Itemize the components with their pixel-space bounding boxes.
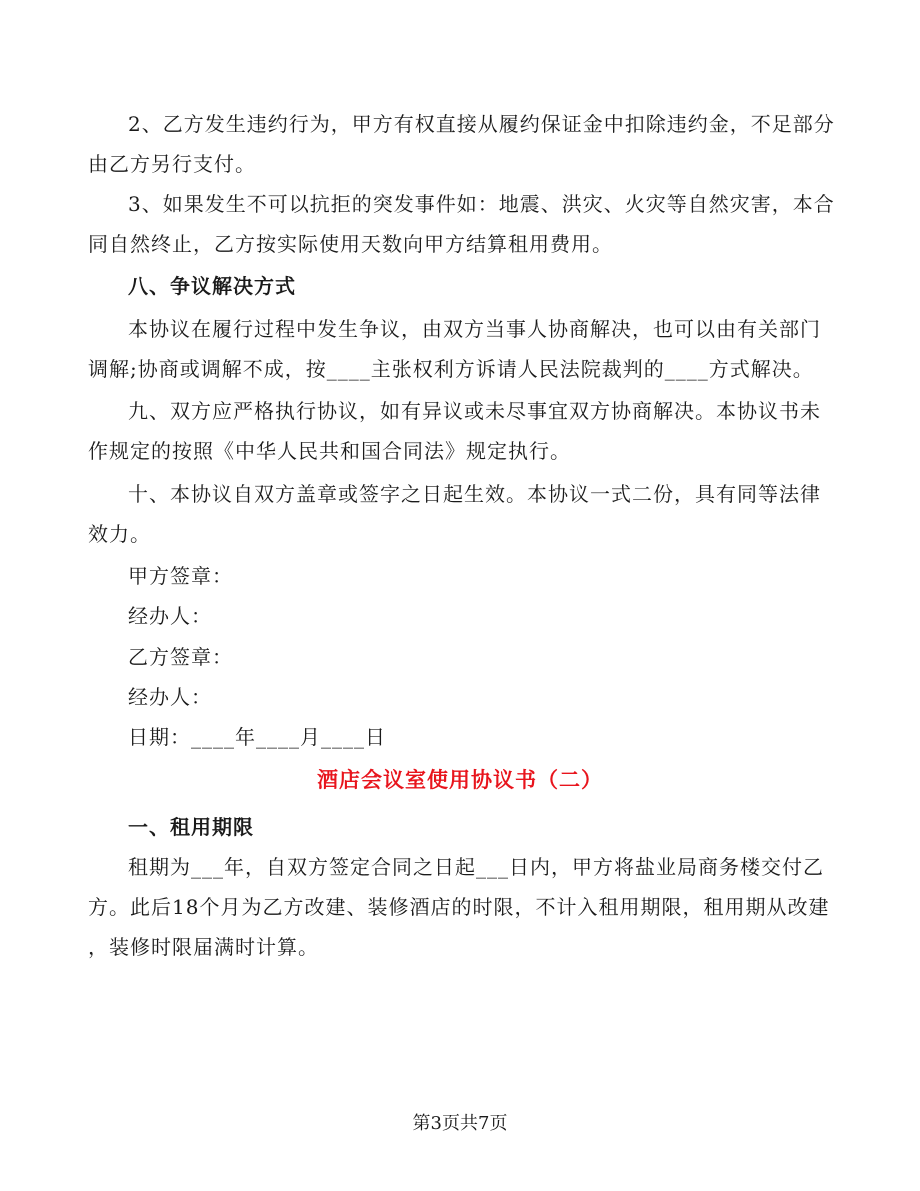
document-title: 酒店会议室使用协议书（二） <box>317 767 603 792</box>
party-a-seal-label: 甲方签章： <box>128 564 233 588</box>
clause-9-line-1: 九、双方应严格执行协议，如有异议或未尽事宜双方协商解决。本协议书未 <box>128 399 821 423</box>
clause-10-line-2: 效力。 <box>88 522 151 546</box>
clause-10-line-1: 十、本协议自双方盖章或签字之日起生效。本协议一式二份，具有同等法律 <box>128 482 821 506</box>
lease-term-line-2: 方。此后18个月为乙方改建、装修酒店的时限，不计入租用期限，租用期从改建 <box>88 895 830 919</box>
heading-dispute-resolution: 八、争议解决方式 <box>128 274 296 298</box>
clause-3-line-2: 同自然终止，乙方按实际使用天数向甲方结算租用费用。 <box>88 232 613 256</box>
lease-term-line-1: 租期为___年，自双方签定合同之日起___日内，甲方将盐业局商务楼交付乙 <box>128 855 824 879</box>
party-b-agent-label: 经办人： <box>128 685 212 709</box>
clause-2-line-1: 2、乙方发生违约行为，甲方有权直接从履约保证金中扣除违约金，不足部分 <box>128 112 835 136</box>
clause-2-line-2: 由乙方另行支付。 <box>88 152 256 176</box>
party-a-agent-label: 经办人： <box>128 604 212 628</box>
lease-term-line-3: ，装修时限届满时计算。 <box>88 935 319 959</box>
page-number: 第3页共7页 <box>412 1113 508 1134</box>
clause-9-line-2: 作规定的按照《中华人民共和国合同法》规定执行。 <box>88 439 571 463</box>
clause-3-line-1: 3、如果发生不可以抗拒的突发事件如：地震、洪灾、火灾等自然灾害，本合 <box>128 192 835 216</box>
dispute-line-2: 调解;协商或调解不成，按____主张权利方诉请人民法院裁判的____方式解决。 <box>88 357 814 381</box>
dispute-line-1: 本协议在履行过程中发生争议，由双方当事人协商解决，也可以由有关部门 <box>128 317 821 341</box>
party-b-seal-label: 乙方签章： <box>128 645 233 669</box>
date-line: 日期：____年____月____日 <box>128 725 386 749</box>
heading-lease-term: 一、租用期限 <box>128 815 254 839</box>
